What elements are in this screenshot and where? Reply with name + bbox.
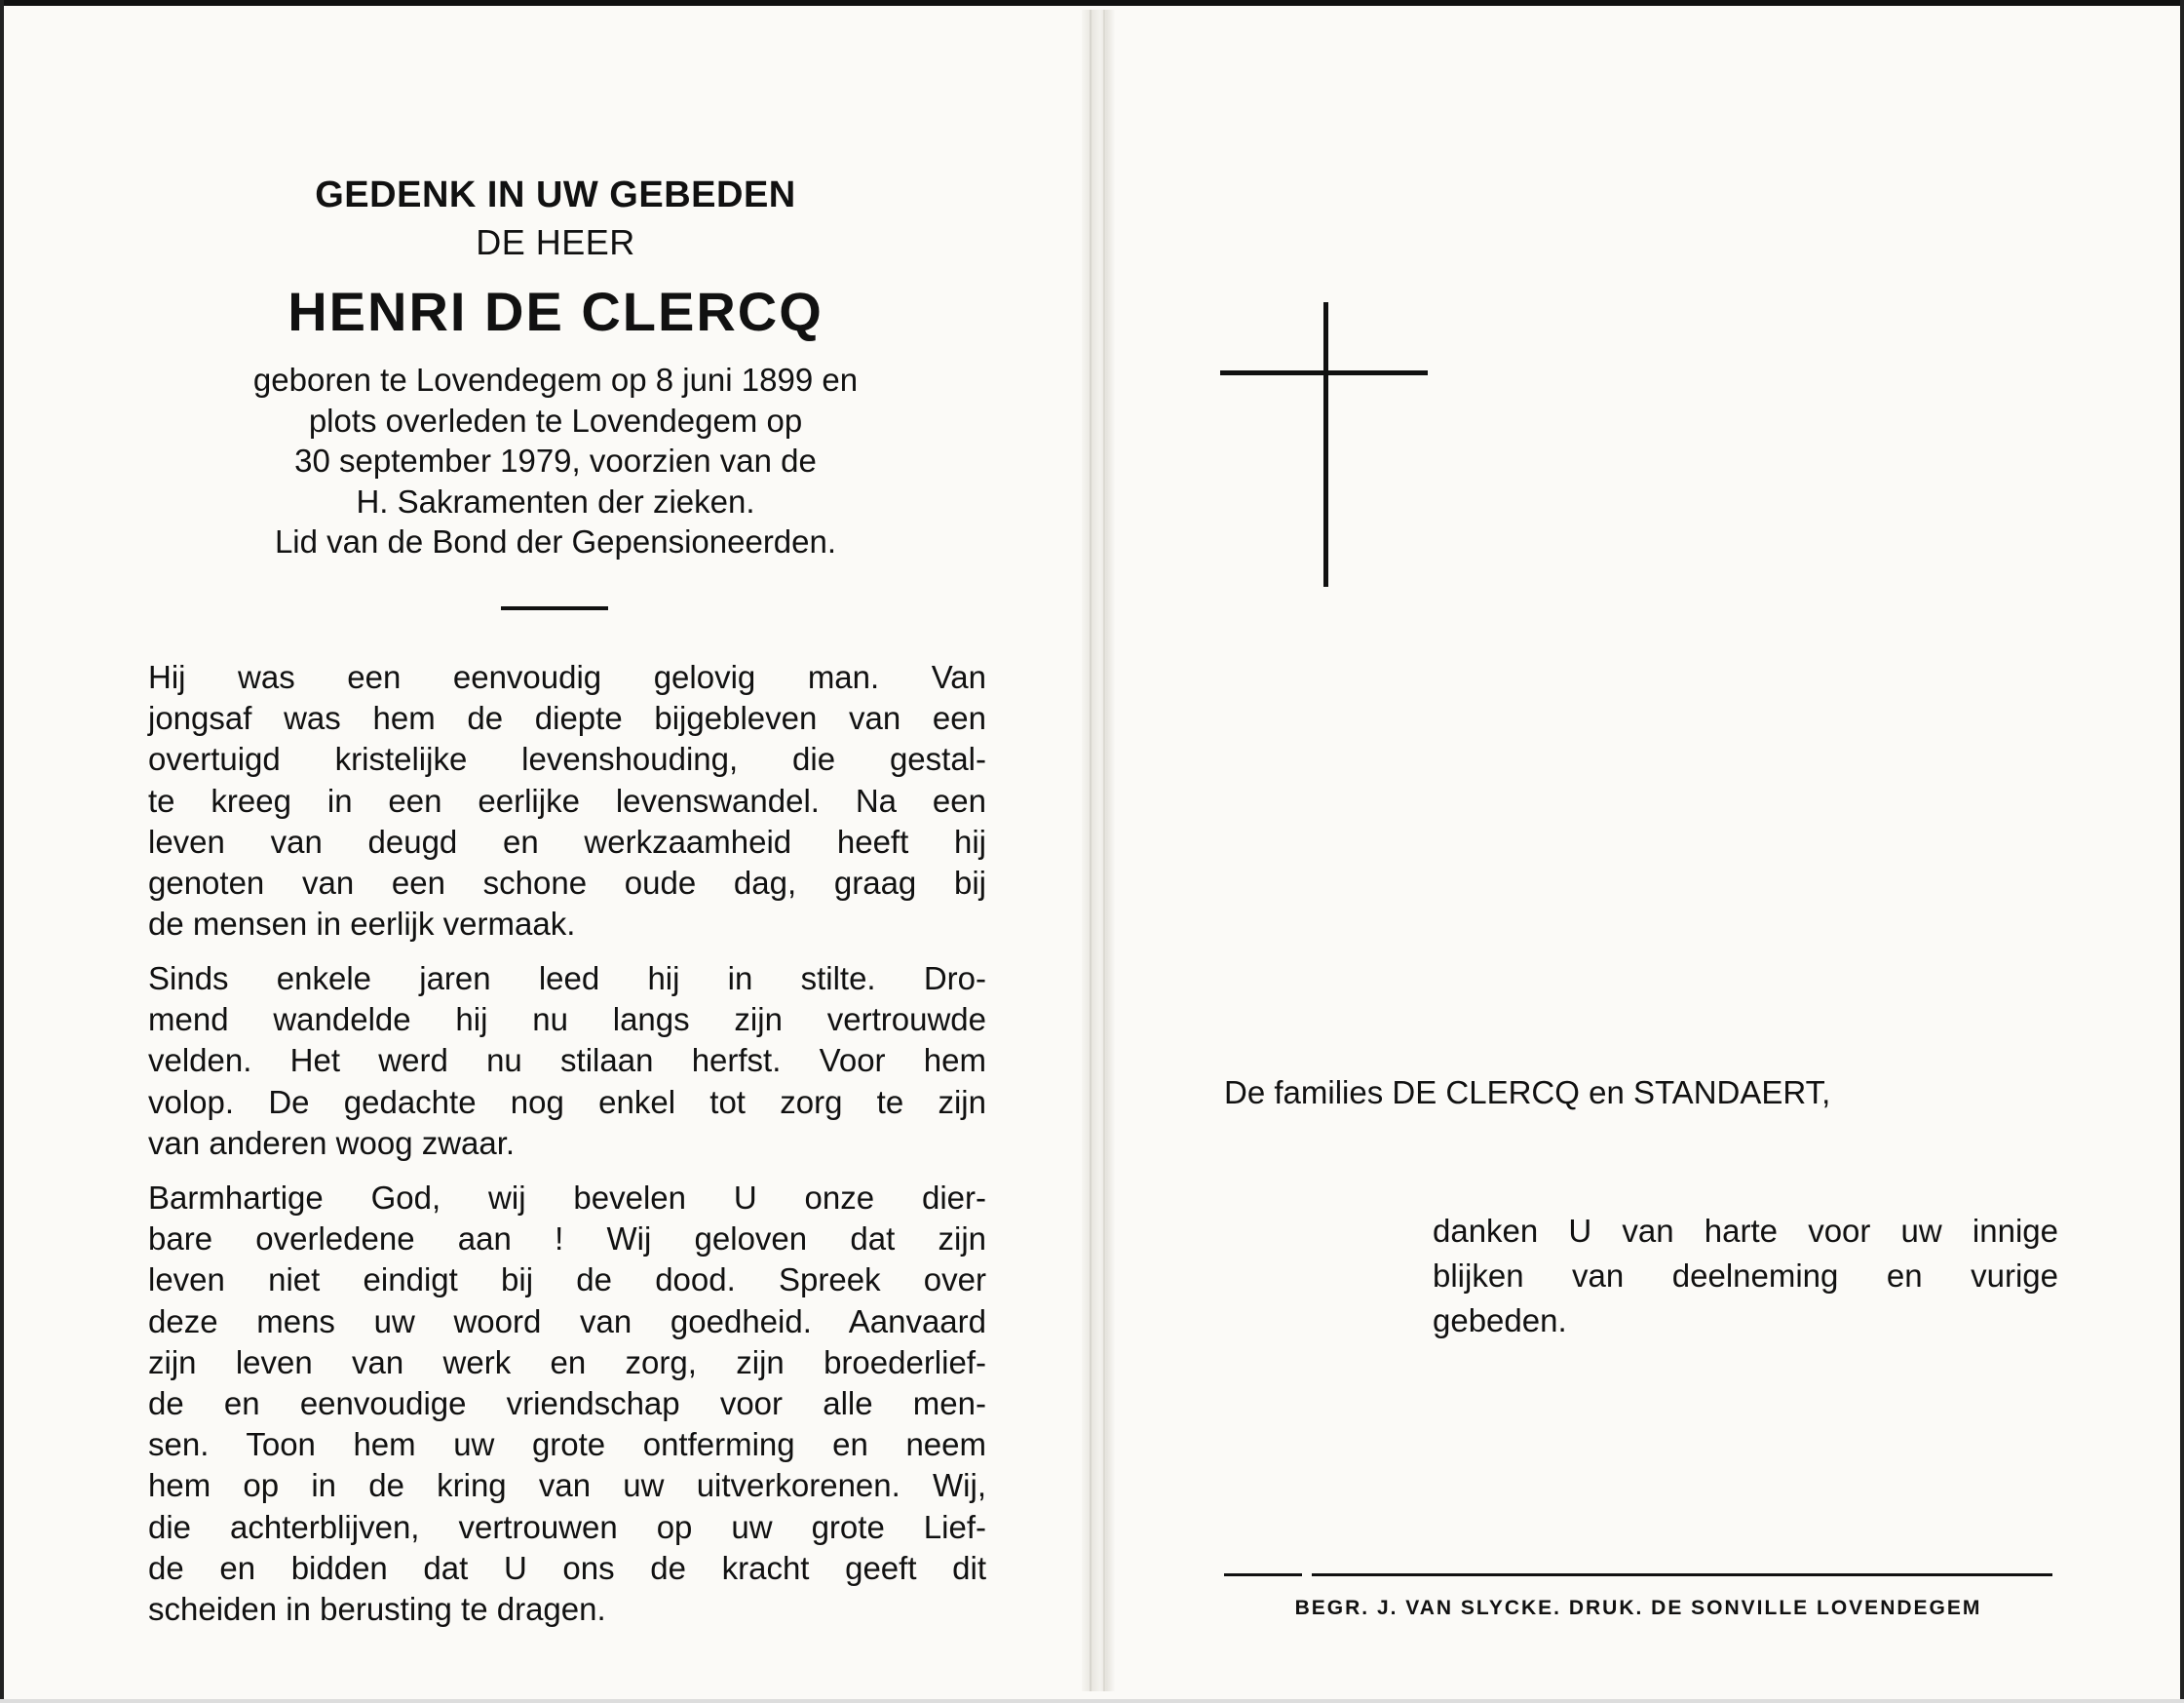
paragraph-life <box>148 657 986 945</box>
text-line: de mensen in eerlijk vermaak. <box>148 906 576 943</box>
text-line: hem op in de kring van uw uitverkorenen. Wij, <box>148 1467 986 1504</box>
text-line: scheiden in berusting te dragen. <box>148 1590 606 1627</box>
fold-crease <box>1090 10 1092 1691</box>
thanks-text <box>1433 1209 2058 1343</box>
text-line: velden. Het werd nu stilaan herfst. Voor hem <box>148 1042 986 1079</box>
deceased-name: HENRI DE CLERCQ <box>287 281 824 342</box>
text-line: van anderen woog zwaar. <box>148 1124 516 1161</box>
cross-vertical-bar <box>1323 302 1328 587</box>
text-line: te kreeg in een eerlijke levenswandel. Na een <box>148 782 986 819</box>
text-line: leven niet eindigt bij de dood. Spreek over <box>148 1261 986 1298</box>
printer-credit: BEGR. J. VAN SLYCKE. DRUK. DE SONVILLE LOVENDEGEM <box>1294 1597 1982 1619</box>
paragraph-suffering <box>148 958 986 1164</box>
text-line: de en eenvoudige vriendschap voor alle men- <box>148 1384 986 1421</box>
fold-crease <box>1103 10 1105 1691</box>
text-line: Barmhartige God, wij bevelen U onze dier- <box>148 1180 986 1216</box>
intro-line: plots overleden te Lovendegem op <box>308 402 803 439</box>
text-line: danken U van harte voor uw innige <box>1433 1213 2058 1249</box>
text-line: blijken van deelneming en vurige <box>1433 1258 2058 1294</box>
card-edge-bottom <box>0 1699 2184 1703</box>
text-line: volop. De gedachte nog enkel tot zorg te zijn <box>148 1083 986 1120</box>
text-line: zijn leven van werk en zorg, zijn broederlief- <box>148 1343 986 1380</box>
text-line: bare overledene aan ! Wij geloven dat zijn <box>148 1220 986 1258</box>
text-line: sen. Toon hem uw grote ontferming en neem <box>148 1426 986 1463</box>
text-line: de en bidden dat U ons de kracht geeft dit <box>148 1549 986 1586</box>
text-line: Hij was een eenvoudig gelovig man. Van <box>148 659 986 695</box>
center-fold <box>1082 10 1115 1691</box>
heading-title: DE HEER <box>476 222 635 262</box>
text-line: gebeden. <box>1433 1302 1567 1338</box>
cross-horizontal-bar <box>1220 370 1428 375</box>
intro-line: 30 september 1979, voorzien van de <box>294 443 817 479</box>
intro-line: H. Sakramenten der zieken. <box>356 483 755 520</box>
footer-rule-long <box>1312 1573 2052 1576</box>
card-edge-right <box>2180 0 2184 1703</box>
text-line: jongsaf was hem de diepte bijgebleven van een <box>148 700 986 737</box>
card-edge-left <box>0 0 4 1703</box>
intro-line: geboren te Lovendegem op 8 juni 1899 en <box>252 362 859 398</box>
text-line: leven van deugd en werkzaamheid heeft hij <box>148 823 986 860</box>
text-line: mend wandelde hij nu langs zijn vertrouwde <box>148 1001 986 1038</box>
footer-rule-short <box>1224 1573 1302 1576</box>
paragraph-prayer <box>148 1178 986 1630</box>
text-line: overtuigd kristelijke levenshouding, die gestal- <box>148 741 986 778</box>
text-line: deze mens uw woord van goedheid. Aanvaard <box>148 1302 986 1339</box>
text-line: Sinds enkele jaren leed hij in stilte. Dro- <box>148 960 986 996</box>
text-line: die achterblijven, vertrouwen op uw grote Lief- <box>148 1508 986 1545</box>
divider-rule <box>501 606 608 610</box>
birth-death-info <box>146 360 965 562</box>
card-edge-top <box>0 0 2184 6</box>
heading-gedenk: GEDENK IN UW GEBEDEN <box>315 174 796 215</box>
intro-line: Lid van de Bond der Gepensioneerden. <box>274 523 837 560</box>
families-line: De families DE CLERCQ en STANDAERT, <box>1224 1074 1831 1110</box>
text-line: genoten van een schone oude dag, graag bij <box>148 864 986 901</box>
